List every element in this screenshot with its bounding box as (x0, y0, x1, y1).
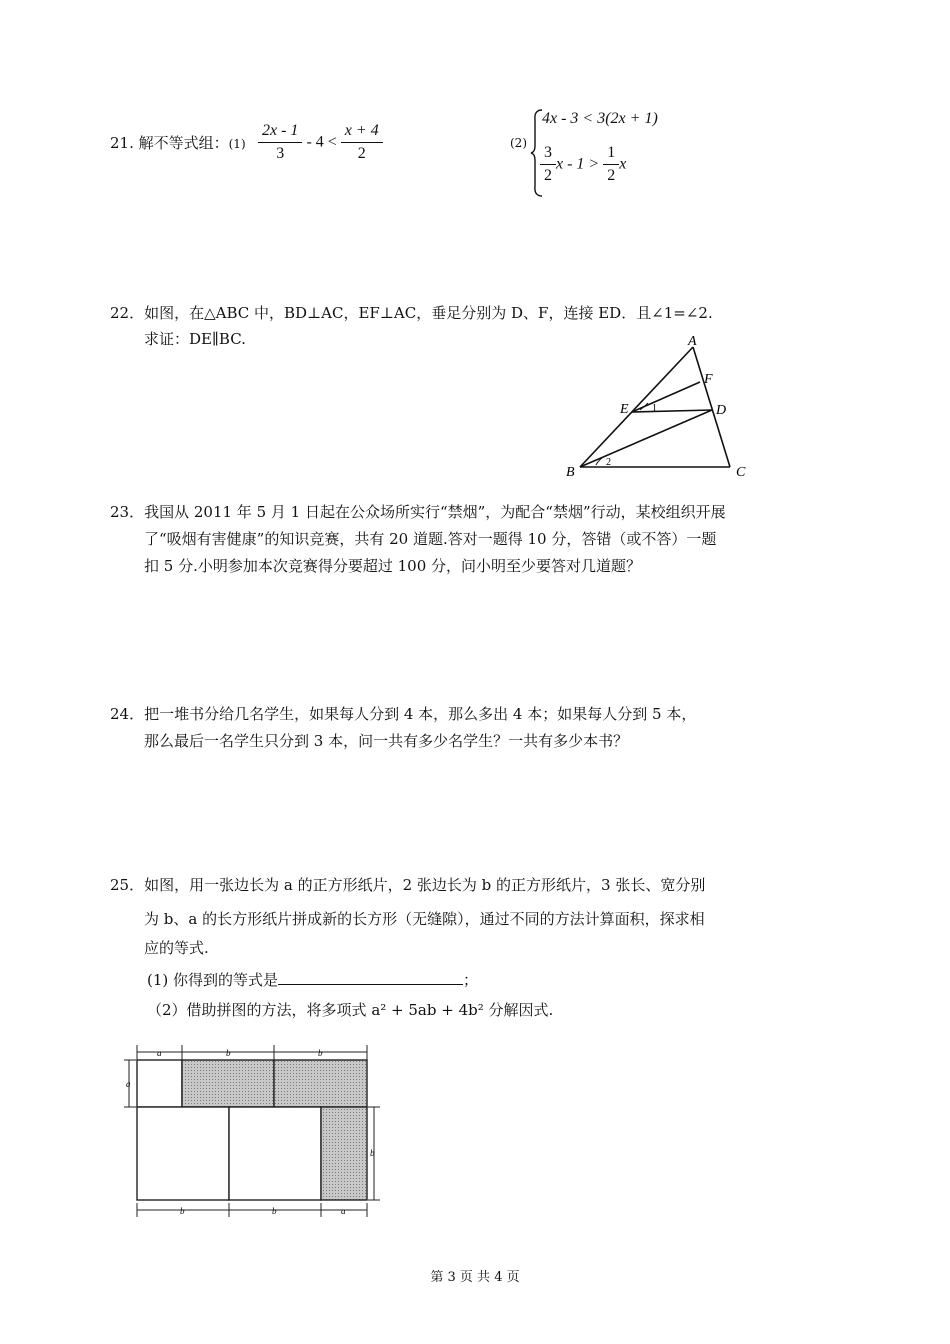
label-A: A (688, 335, 697, 349)
label-angle1: 1 (652, 403, 657, 414)
q21-system-line1: 4x - 3 < 3(2x + 1) (542, 110, 658, 127)
answer-blank (278, 968, 463, 985)
q21-inequality-1: $\frac{2x - 1}{3}$ - 4 < $\frac{x + 4}{2}$ (258, 120, 383, 165)
q24-line1: 24．把一堆书分给几名学生，如果每人分到 4 本，那么多出 4 本；如果每人分到 5 本， (110, 705, 697, 723)
q25-part2: （2）借助拼图的方法，将多项式 a² + 5ab + 4b² 分解因式. (147, 1001, 554, 1019)
dim-bot-a: a (341, 1206, 346, 1216)
q24-line2: 那么最后一名学生只分到 3 本，问一共有多少名学生？一共有多少本书？ (144, 732, 629, 750)
dim-right-b: b (370, 1148, 375, 1158)
q21-label: 21. 解不等式组：(1) (110, 134, 246, 152)
label-C: C (736, 465, 746, 480)
page-footer: 第 3 页 共 4 页 (430, 1270, 520, 1285)
q23-line3: 扣 5 分.小明参加本次竞赛得分要超过 100 分，问小明至少要答对几道题？ (144, 557, 642, 575)
dim-top-b2: b (318, 1048, 323, 1058)
q21-part2-tag: (2) (510, 136, 527, 150)
dim-left-a: a (126, 1079, 131, 1089)
q23-line2: 了“吸烟有害健康”的知识竞赛，共有 20 道题.答对一题得 10 分，答错（或不答）一题 (144, 530, 717, 548)
q22-line2: 求证：DE∥BC. (144, 330, 246, 348)
rectangle-tiling-figure (122, 1040, 382, 1220)
label-D: D (716, 403, 727, 418)
triangle-figure (560, 335, 760, 485)
dim-top-b1: b (226, 1048, 231, 1058)
q22-line1: 22．如图，在△ABC 中，BD⊥AC，EF⊥AC，垂足分别为 D、F，连接 ED．且∠1=∠2. (110, 304, 713, 322)
dim-bot-b1: b (180, 1206, 185, 1216)
label-E: E (620, 402, 629, 417)
q25-line3: 应的等式. (144, 939, 209, 957)
q25-part1: (1) 你得到的等式是 ； (147, 965, 478, 995)
q25-line2: 为 b、a 的长方形纸片拼成新的长方形（无缝隙），通过不同的方法计算面积，探求相 (144, 910, 705, 928)
label-angle2: 2 (606, 457, 611, 468)
label-F: F (704, 372, 713, 387)
dim-top-a: a (157, 1048, 162, 1058)
q25-line1: 25．如图，用一张边长为 a 的正方形纸片，2 张边长为 b 的正方形纸片，3 张长、宽分别 (110, 876, 706, 894)
dim-bot-b2: b (272, 1206, 277, 1216)
label-B: B (566, 465, 575, 480)
q21-system-line2: $\frac{3}{2}$ x - 1 > $\frac{1}{2}$ x (540, 142, 626, 187)
q23-line1: 23．我国从 2011 年 5 月 1 日起在公众场所实行“禁烟”，为配合“禁烟”行动，某校组织开展 (110, 503, 726, 521)
